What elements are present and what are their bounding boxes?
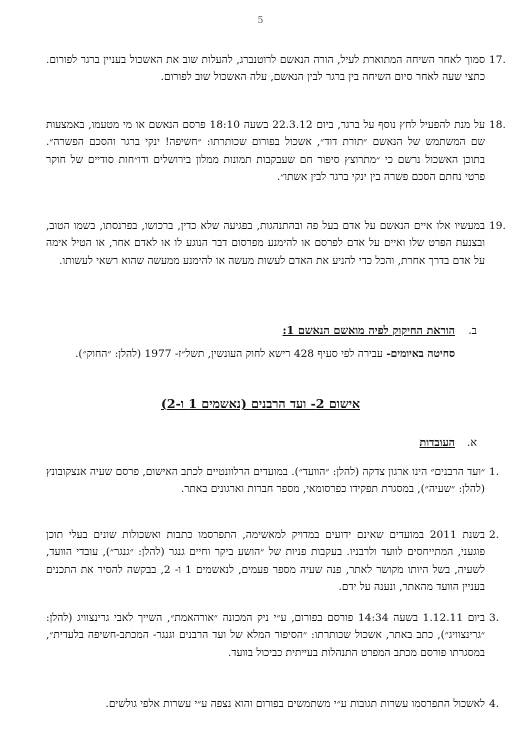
paragraph-19 xyxy=(46,218,506,270)
section-letter: ב. xyxy=(468,324,477,337)
offense-text: עבירה לפי סעיף 428 רישא לחוק העונשין, תשל״ז- 1977 (להלן: ״החוק״). xyxy=(75,348,387,360)
paragraph-2 xyxy=(46,527,500,596)
paragraph-text: לאשכול התפרסמו עשרות תגובות ע״י משתמשים בפורום והוא נצפה ע״י עשרות אלפי גולשים. xyxy=(105,698,485,710)
paragraph-number: 18. xyxy=(489,119,506,131)
section-letter: א. xyxy=(466,436,477,449)
paragraph-text: ביום 1.12.11 בשעה 14:34 פורסם בפורום, ע״י ניק המכונה ״אורהאמת״, השייך לאבי גרינצוויג (להלן: ״גרינצוויג״), כתב באתר, אשכול שכותרתו: ״הסיפור המלא של ועד הרבנים וגנגר- המכתב-חשיפה בלעדית״, במסגרתו פורסם מכתב המפרט התנהלות בעייתית כביכול בוועד. xyxy=(46,612,485,659)
paragraph-number: 1. xyxy=(489,466,500,478)
paragraph-text: בשנת 2011 במועדים שאינם ידועים במדויק למאשימה, התפרסמו כתבות ואשכולות שונים בעלי תוכן פוגעני, המתייחסים לוועד ולרבניו. בעקבות פניות של ״הושע ביקר וחיים גנגר (להלן: ״גנגר״), עובדי הוועד, לשעיה, בשל היותו מקושר לאתר, פנה שעיה מספר פעמים, לנאשמים 1 ו- 2, בבקשה להסיר את התכנים בעניין הוועד מהאתר, ונענה על ידם. xyxy=(46,529,485,593)
offense-label: סחיטה באיומים- xyxy=(386,348,455,360)
paragraph-number: 2. xyxy=(489,529,500,541)
paragraph-number: 19. xyxy=(489,220,506,232)
paragraph-1 xyxy=(46,464,500,499)
paragraph-text: על מנת להפעיל לחץ נוסף על ברגר, ביום 22.3.12 בשעה 18:10 פרסם הנאשם או מי מטעמו, באמצעות שם המשתמש של הנאשם ״תורת דוד״, אשכול בפורום שכותרתו: ״חשיפה! ינקי ברגר והסכם הפשרה״. בתוכן האשכול נרשם כי ״מתרוצץ סיפור חם שעבקבות תמונות ממלון בירושלים ודו״חות סודיים של חוקר פרטי נחתם הסכם פשרה בין ינקי ברגר לבין אשתו״. xyxy=(46,119,485,183)
paragraph-18 xyxy=(46,117,506,186)
paragraph-text: ״ועד הרבנים״ הינו ארגון צדקה (להלן: ״הוועד״). במועדים הרלוונטיים לכתב האישום, פרסם שעיה אנצקובונץ (להלן: ״שעיה״), במסגרת תפקידו כפרסומאי, מספר חברות וארגונים באתר. xyxy=(46,466,485,496)
section-title: העובדות xyxy=(419,436,455,449)
paragraph-number: 17. xyxy=(489,54,506,66)
paragraph-text: סמוך לאחר השיחה המתוארת לעיל, הורה הנאשם לרוטנברג, להעלות שוב את האשכול בעניין ברגר לפורום. כתצי שעה לאחר סיום השיחה בין ברגר לבין הנאשם, עלה האשכול שוב לפורום. xyxy=(46,54,485,84)
paragraph-17 xyxy=(46,52,506,87)
charge-heading: אישום 2- ועד הרבנים (נאשמים 1 ו-2) xyxy=(160,396,361,411)
offense-paragraph xyxy=(46,346,455,363)
section-a-heading xyxy=(419,436,477,449)
section-b-heading xyxy=(282,324,477,337)
page-number: 5 xyxy=(257,16,264,26)
paragraph-number: 4. xyxy=(489,698,500,710)
paragraph-4 xyxy=(46,696,500,713)
paragraph-text: במעשיו אלו איים הנאשם על אדם בעל פה ובהתנהגות, בפגיעה שלא כדין, ברכושו, בפרנסתו, בשמו הטוב, ובצנעת הפרט שלו ואיים על אדם לפרסם או להימנע מפרסום דבר הנוגע לו או לאדם אחר, או הטיל אימה על אדם בדרך אחרת, והכל כדי להניע את האדם לעשות מעשה או להימנע ממעשה שהוא רשאי לעשותו. xyxy=(46,220,485,267)
paragraph-number: 3. xyxy=(489,612,500,624)
paragraph-3 xyxy=(46,610,500,662)
section-title: הוראת החיקוק לפיה מואשם הנאשם 1: xyxy=(282,324,455,337)
